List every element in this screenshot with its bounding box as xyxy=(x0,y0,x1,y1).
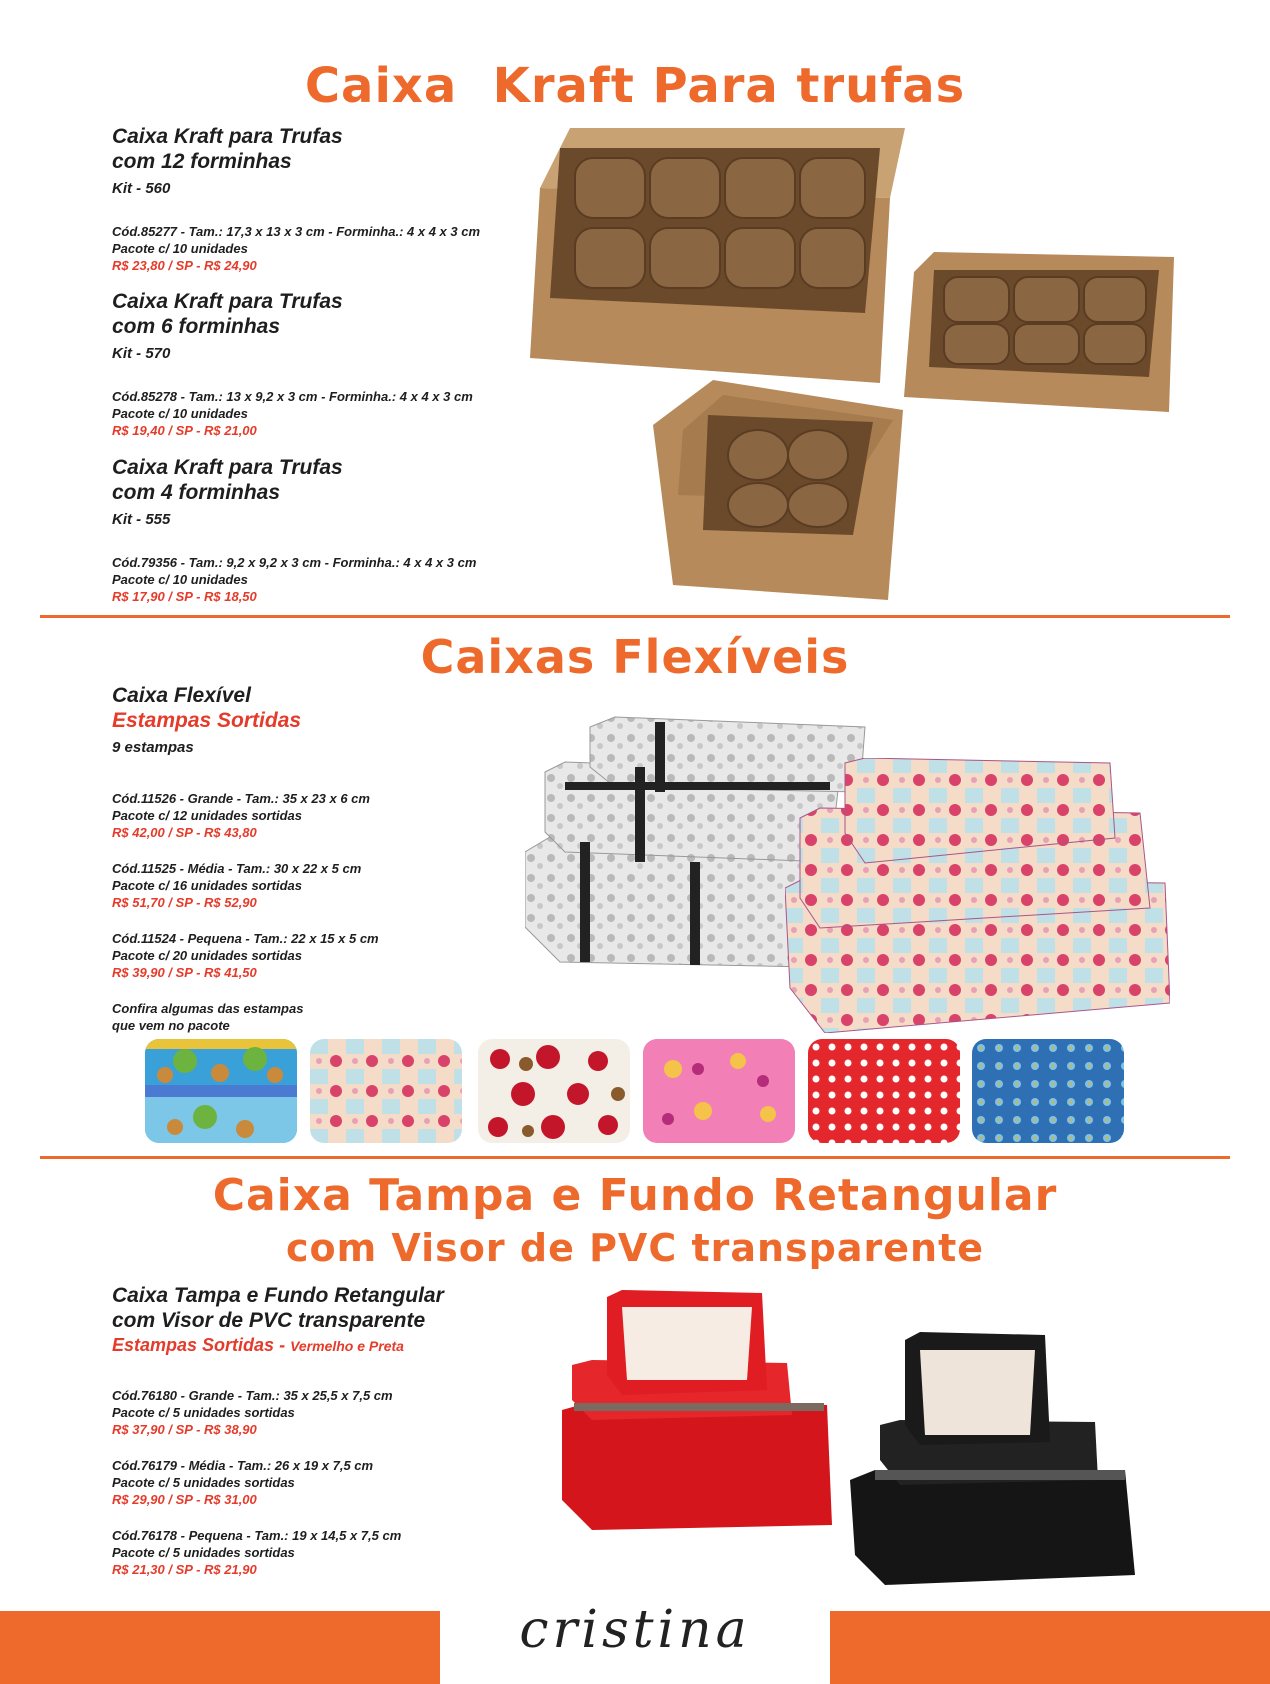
swatch-blue-flowers xyxy=(972,1039,1124,1143)
product-price: R$ 42,00 / SP - R$ 43,80 xyxy=(112,825,257,840)
product-price: R$ 51,70 / SP - R$ 52,90 xyxy=(112,895,257,910)
product-price: R$ 39,90 / SP - R$ 41,50 xyxy=(112,965,257,980)
product-name: com 4 forminhas xyxy=(112,481,281,504)
section-divider xyxy=(40,1156,1230,1159)
product-pack: Pacote c/ 16 unidades sortidas xyxy=(112,878,303,893)
section-subtitle-pvc: com Visor de PVC transparente xyxy=(285,1226,985,1270)
swatch-fairies xyxy=(643,1039,795,1143)
product-tampa-fundo xyxy=(112,1283,444,1578)
kraft-box-12-photo xyxy=(530,128,905,383)
product-price: R$ 29,90 / SP - R$ 31,00 xyxy=(112,1492,257,1507)
section-title-flexiveis: Caixas Flexíveis xyxy=(420,630,850,684)
product-spec: Cód.11525 - Média - Tam.: 30 x 22 x 5 cm xyxy=(112,861,362,876)
swatch-animals xyxy=(145,1039,297,1143)
product-spec: Cód.85277 - Tam.: 17,3 x 13 x 3 cm - Forminha.: 4 x 4 x 3 cm xyxy=(112,224,481,239)
red-boxes-photo xyxy=(562,1285,832,1535)
product-price: R$ 19,40 / SP - R$ 21,00 xyxy=(112,423,257,438)
product-flexivel xyxy=(112,683,379,1034)
product-pack: Pacote c/ 12 unidades sortidas xyxy=(112,808,303,823)
product-subtitle: Estampas Sortidas xyxy=(112,709,302,732)
section-title-tampa-fundo: Caixa Tampa e Fundo Retangular xyxy=(212,1170,1058,1221)
product-kraft-4 xyxy=(112,455,476,605)
swatch-polka-dots xyxy=(808,1039,960,1143)
product-pack: Pacote c/ 5 unidades sortidas xyxy=(112,1475,295,1490)
product-spec: Cód.11526 - Grande - Tam.: 35 x 23 x 6 cm xyxy=(112,791,370,806)
product-spec: Cód.76179 - Média - Tam.: 26 x 19 x 7,5 cm xyxy=(112,1458,374,1473)
section-title-kraft: Caixa Kraft Para trufas xyxy=(304,58,966,114)
product-spec: Cód.76178 - Pequena - Tam.: 19 x 14,5 x 7,5 cm xyxy=(112,1528,402,1543)
product-spec: Cód.79356 - Tam.: 9,2 x 9,2 x 3 cm - Forminha.: 4 x 4 x 3 cm xyxy=(112,555,477,570)
product-pack: Pacote c/ 10 unidades xyxy=(112,406,248,421)
product-kraft-12 xyxy=(112,124,480,274)
swatch-hearts xyxy=(478,1039,630,1143)
product-name: com 6 forminhas xyxy=(112,315,281,338)
swatch-note: que vem no pacote xyxy=(112,1018,230,1033)
product-subtitle: Estampas Sortidas - xyxy=(112,1335,291,1355)
product-count: 9 estampas xyxy=(112,739,194,756)
product-name: Caixa Flexível xyxy=(112,684,251,707)
swatch-patchwork xyxy=(310,1039,462,1143)
product-name: Caixa Tampa e Fundo Retangular xyxy=(112,1284,444,1307)
brand-logo: cristina xyxy=(519,1600,751,1660)
product-price: R$ 23,80 / SP - R$ 24,90 xyxy=(112,258,257,273)
product-colors: Vermelho e Preta xyxy=(290,1338,404,1354)
product-price: R$ 17,90 / SP - R$ 18,50 xyxy=(112,589,257,604)
product-pack: Pacote c/ 10 unidades xyxy=(112,572,248,587)
product-pack: Pacote c/ 20 unidades sortidas xyxy=(112,948,303,963)
product-kraft-6 xyxy=(112,289,473,439)
product-kit: Kit - 555 xyxy=(112,511,171,528)
product-pack: Pacote c/ 5 unidades sortidas xyxy=(112,1545,295,1560)
product-kit: Kit - 570 xyxy=(112,345,171,362)
product-name: Caixa Kraft para Trufas xyxy=(112,290,343,313)
product-name: com Visor de PVC transparente xyxy=(112,1309,426,1332)
flexivel-floral-boxes-photo xyxy=(785,758,1170,1033)
product-price: R$ 37,90 / SP - R$ 38,90 xyxy=(112,1422,257,1437)
section-divider xyxy=(40,615,1230,618)
product-kit: Kit - 560 xyxy=(112,180,171,197)
product-pack: Pacote c/ 10 unidades xyxy=(112,241,248,256)
swatch-note: Confira algumas das estampas xyxy=(112,1001,304,1016)
kraft-box-4-photo xyxy=(653,380,903,605)
black-boxes-photo xyxy=(850,1330,1140,1590)
product-name: Caixa Kraft para Trufas xyxy=(112,456,343,479)
product-name: Caixa Kraft para Trufas xyxy=(112,125,343,148)
kraft-box-6-photo xyxy=(904,252,1174,422)
product-price: R$ 21,30 / SP - R$ 21,90 xyxy=(112,1562,257,1577)
product-spec: Cód.85278 - Tam.: 13 x 9,2 x 3 cm - Forminha.: 4 x 4 x 3 cm xyxy=(112,389,473,404)
product-spec: Cód.76180 - Grande - Tam.: 35 x 25,5 x 7,5 cm xyxy=(112,1388,393,1403)
product-spec: Cód.11524 - Pequena - Tam.: 22 x 15 x 5 cm xyxy=(112,931,379,946)
product-name: com 12 forminhas xyxy=(112,150,292,173)
product-pack: Pacote c/ 5 unidades sortidas xyxy=(112,1405,295,1420)
